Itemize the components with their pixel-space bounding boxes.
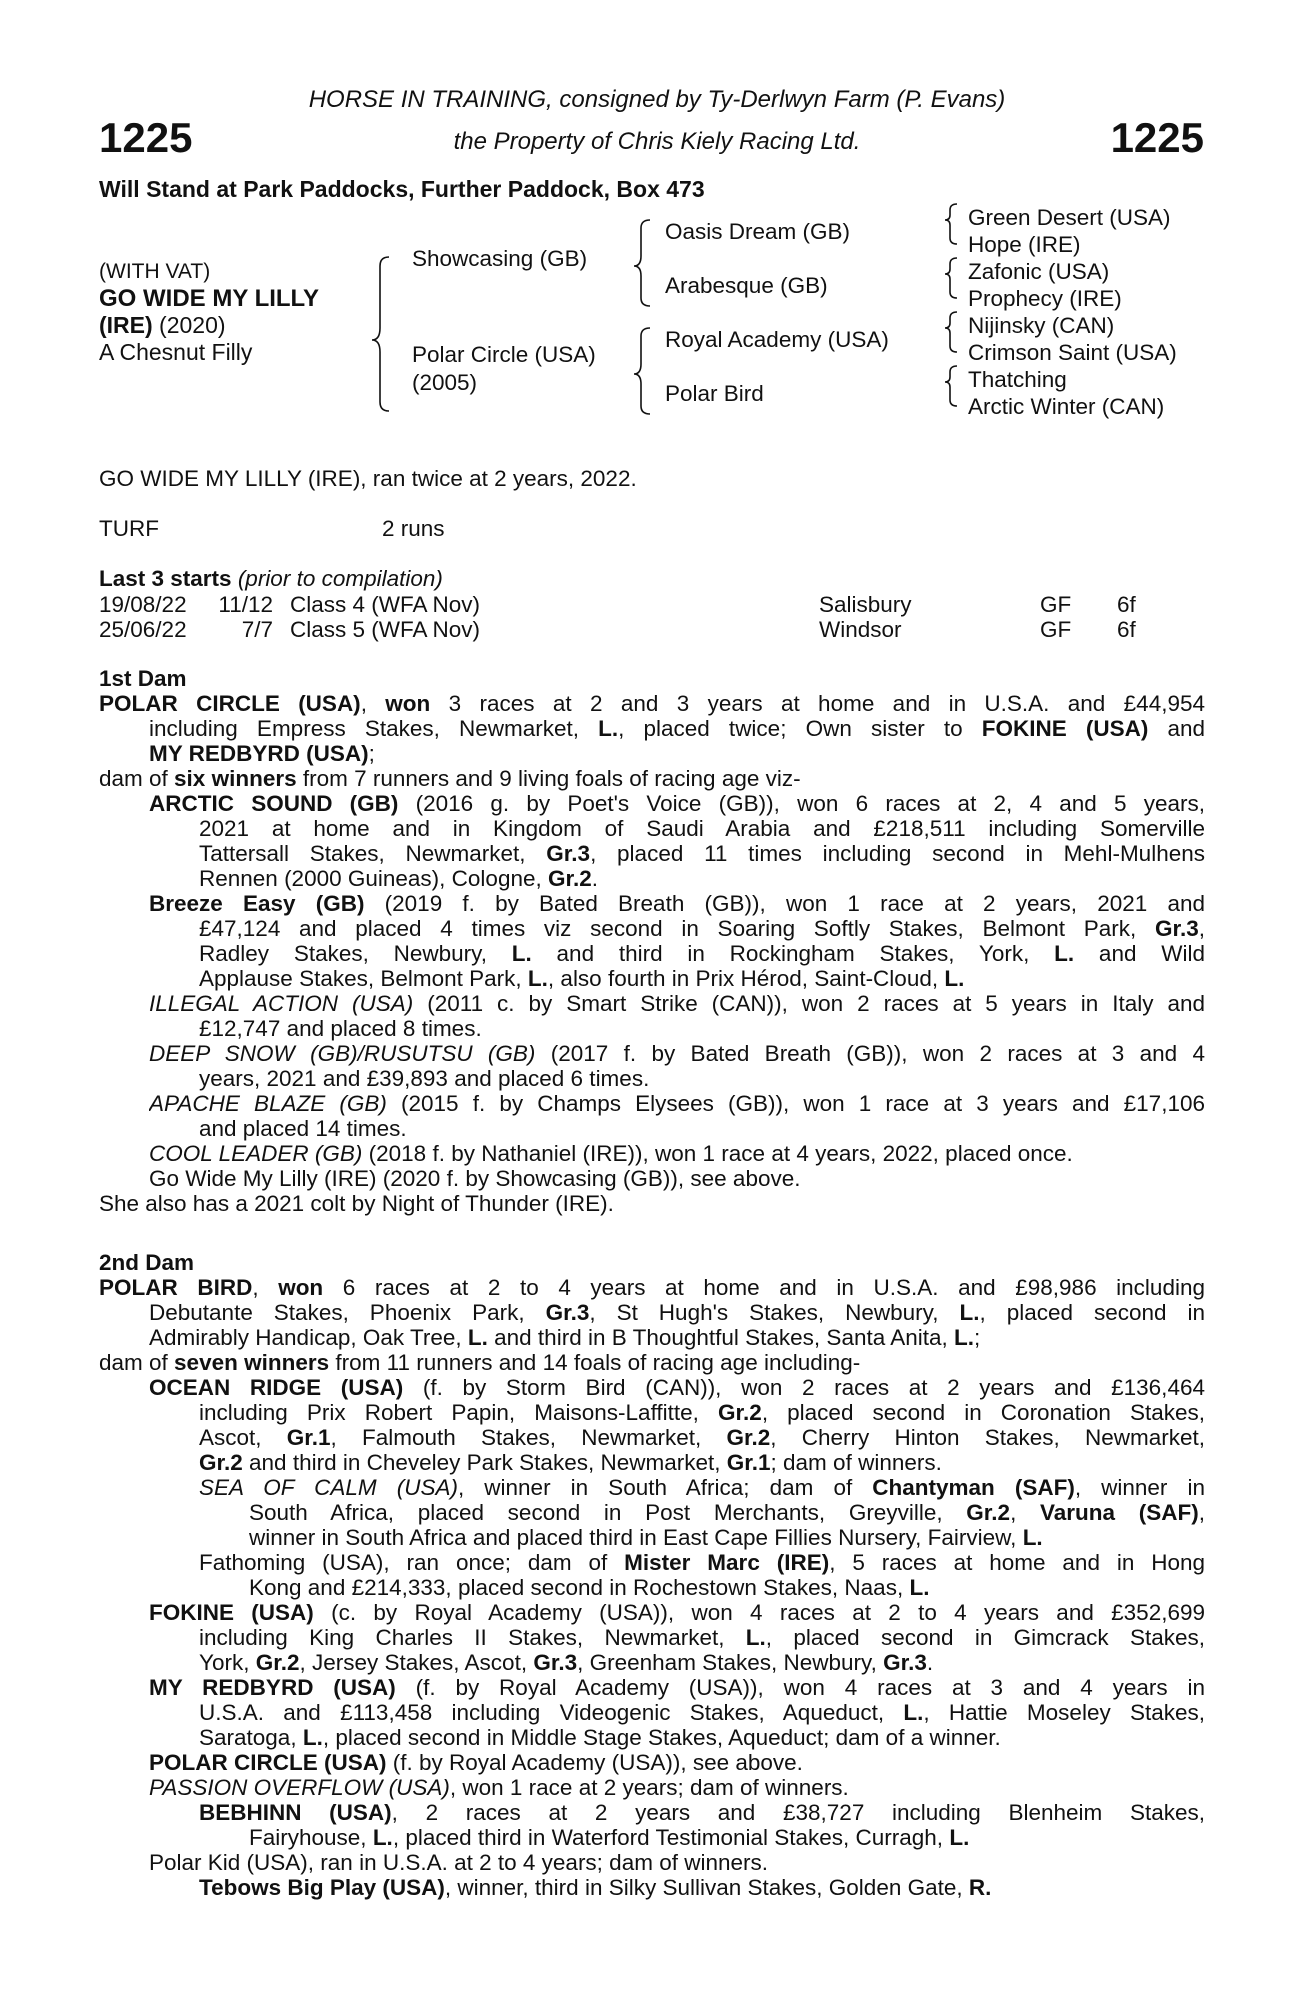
start-date: 25/06/22 <box>99 617 187 642</box>
first-dam-line: 2021 at home and in Kingdom of Saudi Arabia and £218,511 including Somerville <box>199 816 1205 841</box>
sire-dam: Arabesque (GB) <box>665 273 828 298</box>
last-starts-heading <box>99 566 443 592</box>
first-dam-line: Rennen (2000 Guineas), Cologne, Gr.2. <box>199 866 599 891</box>
second-dam-line: Fairyhouse, L., placed third in Waterford Testimonial Stakes, Curragh, L. <box>249 1825 970 1850</box>
second-dam-line: SEA OF CALM (USA), winner in South Africa; dam of Chantyman (SAF), winner in <box>199 1475 1205 1500</box>
property-line: the Property of Chris Kiely Racing Ltd. <box>453 128 861 155</box>
first-dam-line: POLAR CIRCLE (USA), won 3 races at 2 and 3 years at home and in U.S.A. and £44,954 <box>99 691 1205 716</box>
dam-dam: Polar Bird <box>665 381 764 406</box>
first-dam-line: Breeze Easy (GB) (2019 f. by Bated Breath (GB)), won 1 race at 2 years, 2021 and <box>149 891 1205 916</box>
first-dam-line: DEEP SNOW (GB)/RUSUTSU (GB) (2017 f. by Bated Breath (GB)), won 2 races at 3 and 4 <box>149 1041 1205 1066</box>
start-course: Salisbury <box>819 592 912 617</box>
horse-name: GO WIDE MY LILLY <box>99 285 320 312</box>
last-starts-note: (prior to compilation) <box>231 566 443 591</box>
stand-location: Will Stand at Park Paddocks, Further Paddock, Box 473 <box>99 176 705 202</box>
race-summary: GO WIDE MY LILLY (IRE), ran twice at 2 years, 2022. <box>99 466 637 491</box>
start-position: 7/7 <box>241 617 273 642</box>
second-dam-line: PASSION OVERFLOW (USA), won 1 race at 2 years; dam of winners. <box>149 1775 849 1800</box>
horse-year: (2020) <box>152 312 226 338</box>
second-dam-line: York, Gr.2, Jersey Stakes, Ascot, Gr.3, Greenham Stakes, Newbury, Gr.3. <box>199 1650 934 1675</box>
start-class: Class 4 (WFA Nov) <box>290 592 481 617</box>
second-dam-line: OCEAN RIDGE (USA) (f. by Storm Bird (CAN)), won 2 races at 2 years and £136,464 <box>149 1375 1205 1400</box>
second-dam-line: South Africa, placed second in Post Merchants, Greyville, Gr.2, Varuna (SAF), <box>249 1500 1205 1525</box>
second-dam-line: U.S.A. and £113,458 including Videogenic Stakes, Aqueduct, L., Hattie Moseley Stakes, <box>199 1700 1205 1725</box>
horse-description: A Chesnut Filly <box>99 339 253 365</box>
second-dam-line: MY REDBYRD (USA) (f. by Royal Academy (USA)), won 4 races at 3 and 4 years in <box>149 1675 1205 1700</box>
first-dam-section <box>99 666 1205 1226</box>
turf-label: TURF <box>99 516 159 541</box>
last-starts-title: Last 3 starts <box>99 566 232 591</box>
consignor-line: HORSE IN TRAINING, consigned by Ty-Derlwyn Farm (P. Evans) <box>308 86 1006 113</box>
lot-number-left: 1225 <box>99 114 193 161</box>
second-dam-line: Admirably Handicap, Oak Tree, L. and third in B Thoughtful Stakes, Santa Anita, L.; <box>149 1325 981 1350</box>
first-dam-line: She also has a 2021 colt by Night of Thunder (IRE). <box>99 1191 614 1216</box>
second-dam-line: Debutante Stakes, Phoenix Park, Gr.3, St Hugh's Stakes, Newbury, L., placed second in <box>149 1300 1205 1325</box>
first-dam-line: Go Wide My Lilly (IRE) (2020 f. by Showcasing (GB)), see above. <box>149 1166 801 1191</box>
sire-sire: Oasis Dream (GB) <box>665 219 851 244</box>
first-dam-line: including Empress Stakes, Newmarket, L., placed twice; Own sister to FOKINE (USA) and <box>149 716 1205 741</box>
first-dam-line: Applause Stakes, Belmont Park, L., also fourth in Prix Hérod, Saint-Cloud, L. <box>199 966 965 991</box>
start-distance: 6f <box>1117 592 1136 617</box>
first-dam-line: COOL LEADER (GB) (2018 f. by Nathaniel (IRE)), won 1 race at 4 years, 2022, placed once. <box>149 1141 1073 1166</box>
sire-dam-dam: Prophecy (IRE) <box>968 286 1122 311</box>
start-class: Class 5 (WFA Nov) <box>290 617 481 642</box>
second-dam-line: Fathoming (USA), ran once; dam of Mister Marc (IRE), 5 races at home and in Hong <box>199 1550 1205 1575</box>
first-dam-line: MY REDBYRD (USA); <box>149 741 375 766</box>
first-dam-line: ILLEGAL ACTION (USA) (2011 c. by Smart Strike (CAN)), won 2 races at 5 years in Italy and <box>149 991 1205 1016</box>
start-course: Windsor <box>819 617 902 642</box>
first-dam-line: APACHE BLAZE (GB) (2015 f. by Champs Elysees (GB)), won 1 race at 3 years and £17,106 <box>149 1091 1205 1116</box>
second-dam-line: Gr.2 and third in Cheveley Park Stakes, Newmarket, Gr.1; dam of winners. <box>199 1450 942 1475</box>
second-dam-line: Polar Kid (USA), ran in U.S.A. at 2 to 4 years; dam of winners. <box>149 1850 769 1875</box>
dam-dam-dam: Arctic Winter (CAN) <box>968 394 1165 419</box>
start-distance: 6f <box>1117 617 1136 642</box>
lot-number-right: 1225 <box>1110 114 1204 161</box>
dam-year: (2005) <box>412 370 478 395</box>
dam-dam-sire: Thatching <box>968 367 1067 392</box>
sire: Showcasing (GB) <box>412 246 588 271</box>
dam-sire: Royal Academy (USA) <box>665 327 889 352</box>
first-dam-line: ARCTIC SOUND (GB) (2016 g. by Poet's Voice (GB)), won 6 races at 2, 4 and 5 years, <box>149 791 1205 816</box>
start-position: 11/12 <box>218 592 273 617</box>
first-dam-line: years, 2021 and £39,893 and placed 6 times. <box>199 1066 650 1091</box>
horse-country: (IRE) <box>99 312 153 338</box>
first-dam-line: £12,747 and placed 8 times. <box>199 1016 482 1041</box>
start-going: GF <box>1040 592 1072 617</box>
first-dam-line: £47,124 and placed 4 times viz second in Soaring Softly Stakes, Belmont Park, Gr.3, <box>199 916 1205 941</box>
first-dam-line: Tattersall Stakes, Newmarket, Gr.3, placed 11 times including second in Mehl-Mulhens <box>199 841 1205 866</box>
second-dam-line: BEBHINN (USA), 2 races at 2 years and £38,727 including Blenheim Stakes, <box>199 1800 1205 1825</box>
second-dam-line: including Prix Robert Papin, Maisons-Laffitte, Gr.2, placed second in Coronation Stakes, <box>199 1400 1205 1425</box>
first-dam-line: dam of six winners from 7 runners and 9 living foals of racing age viz- <box>99 766 801 791</box>
dam: Polar Circle (USA) <box>412 342 596 367</box>
second-dam-line: Kong and £214,333, placed second in Rochestown Stakes, Naas, L. <box>249 1575 930 1600</box>
second-dam-line: FOKINE (USA) (c. by Royal Academy (USA)), won 4 races at 2 to 4 years and £352,699 <box>149 1600 1205 1625</box>
sire-dam-sire: Zafonic (USA) <box>968 259 1110 284</box>
dam-sire-sire: Nijinsky (CAN) <box>968 313 1115 338</box>
start-date: 19/08/22 <box>99 592 187 617</box>
second-dam-line: POLAR BIRD, won 6 races at 2 to 4 years at home and in U.S.A. and £98,986 including <box>99 1275 1205 1300</box>
second-dam-line: POLAR CIRCLE (USA) (f. by Royal Academy (USA)), see above. <box>149 1750 803 1775</box>
vat-note: (WITH VAT) <box>99 260 211 283</box>
second-dam-section <box>99 1250 1205 1910</box>
second-dam-heading: 2nd Dam <box>99 1250 195 1275</box>
first-dam-line: Radley Stakes, Newbury, L. and third in Rockingham Stakes, York, L. and Wild <box>199 941 1205 966</box>
second-dam-line: Tebows Big Play (USA), winner, third in Silky Sullivan Stakes, Golden Gate, R. <box>199 1875 992 1900</box>
sire-sire-sire: Green Desert (USA) <box>968 205 1171 230</box>
first-dam-heading: 1st Dam <box>99 666 187 691</box>
start-going: GF <box>1040 617 1072 642</box>
second-dam-line: Saratoga, L., placed second in Middle Stage Stakes, Aqueduct; dam of a winner. <box>199 1725 1001 1750</box>
second-dam-line: Ascot, Gr.1, Falmouth Stakes, Newmarket, Gr.2, Cherry Hinton Stakes, Newmarket, <box>199 1425 1205 1450</box>
first-dam-line: and placed 14 times. <box>199 1116 407 1141</box>
dam-sire-dam: Crimson Saint (USA) <box>968 340 1177 365</box>
second-dam-line: including King Charles II Stakes, Newmarket, L., placed second in Gimcrack Stakes, <box>199 1625 1205 1650</box>
second-dam-line: dam of seven winners from 11 runners and 14 foals of racing age including- <box>99 1350 861 1375</box>
second-dam-line: winner in South Africa and placed third in East Cape Fillies Nursery, Fairview, L. <box>249 1525 1043 1550</box>
turf-runs: 2 runs <box>382 516 445 541</box>
sire-sire-dam: Hope (IRE) <box>968 232 1081 257</box>
